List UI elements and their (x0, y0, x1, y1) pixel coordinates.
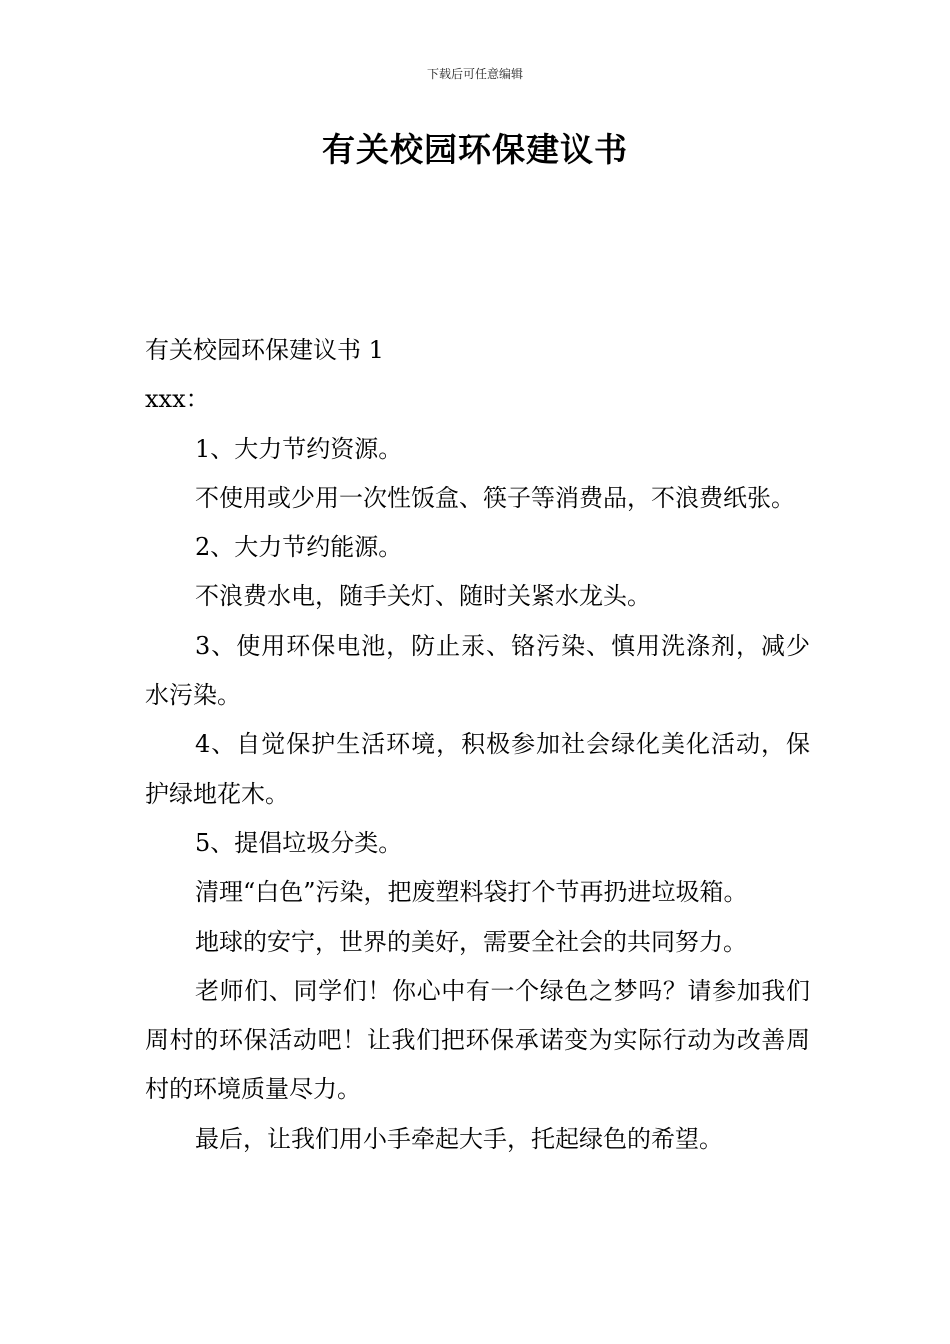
paragraph-8: 清理“白色”污染，把废塑料袋打个节再扔进垃圾箱。 (195, 878, 748, 907)
section-subtitle: 有关校园环保建议书 1 (145, 336, 384, 364)
paragraph-1: 1、大力节约资源。 (195, 434, 403, 463)
paragraph-7: 5、提倡垃圾分类。 (195, 828, 403, 857)
salutation: xxx： (145, 385, 210, 414)
paragraph-10: 老师们、同学们！你心中有一个绿色之梦吗？请参加我们周村的环保活动吧！让我们把环保承诺变为实际行动为改善周村的环境质量尽力。 (145, 976, 810, 1104)
paragraph-11: 最后，让我们用小手牵起大手，托起绿色的希望。 (195, 1124, 723, 1153)
header-note: 下载后可任意编辑 (426, 67, 523, 81)
paragraph-9: 地球的安宁，世界的美好，需要全社会的共同努力。 (195, 927, 747, 956)
paragraph-5: 3、使用环保电池，防止汞、铬污染、慎用洗涤剂，减少水污染。 (145, 631, 810, 710)
paragraph-2: 不使用或少用一次性饭盒、筷子等消费品，不浪费纸张。 (195, 483, 795, 512)
paragraph-4: 不浪费水电，随手关灯、随时关紧水龙头。 (195, 582, 651, 611)
paragraph-6: 4、自觉保护生活环境，积极参加社会绿化美化活动，保护绿地花木。 (145, 730, 810, 808)
document-body (145, 326, 810, 1164)
paragraph-3: 2、大力节约能源。 (195, 533, 403, 562)
document-title: 有关校园环保建议书 (322, 130, 628, 169)
